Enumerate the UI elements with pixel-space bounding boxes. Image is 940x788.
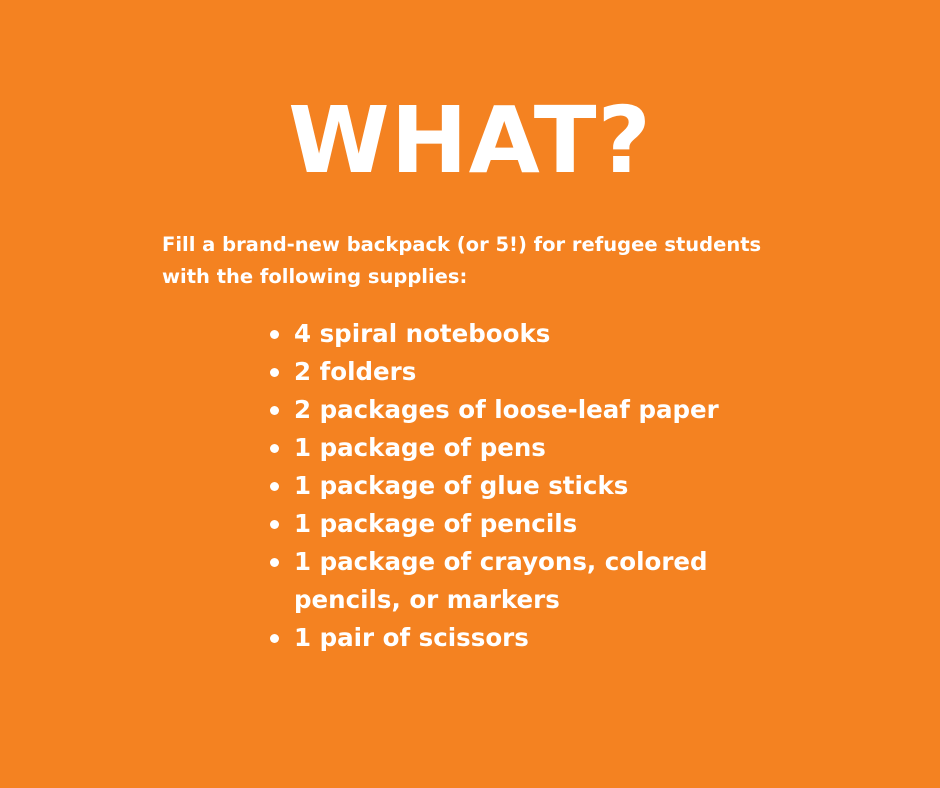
list-item-label: 1 package of glue sticks bbox=[294, 471, 629, 500]
list-item bbox=[270, 315, 770, 353]
bullet-icon bbox=[270, 406, 279, 415]
list-item-label: 1 package of crayons, colored pencils, or markers bbox=[294, 547, 708, 614]
supplies-list bbox=[270, 315, 770, 657]
list-item-label: 1 package of pencils bbox=[294, 509, 578, 538]
list-item bbox=[270, 467, 770, 505]
bullet-icon bbox=[270, 482, 279, 491]
bullet-icon bbox=[270, 444, 279, 453]
list-item-label: 2 folders bbox=[294, 357, 417, 386]
list-item-label: 1 package of pens bbox=[294, 433, 546, 462]
list-item-label: 2 packages of loose-leaf paper bbox=[294, 395, 719, 424]
bullet-icon bbox=[270, 520, 279, 529]
list-item bbox=[270, 391, 770, 429]
intro-text: Fill a brand-new backpack (or 5!) for refugee students with the following supplies: bbox=[162, 233, 762, 288]
bullet-icon bbox=[270, 330, 279, 339]
list-item-label: 1 pair of scissors bbox=[294, 623, 529, 652]
list-item-label: 4 spiral notebooks bbox=[294, 319, 551, 348]
list-item bbox=[270, 619, 770, 657]
page-title: WHAT? bbox=[288, 87, 652, 194]
list-item bbox=[270, 505, 770, 543]
list-item bbox=[270, 353, 770, 391]
bullet-icon bbox=[270, 634, 279, 643]
bullet-icon bbox=[270, 558, 279, 567]
bullet-icon bbox=[270, 368, 279, 377]
list-item bbox=[270, 543, 770, 619]
list-item bbox=[270, 429, 770, 467]
